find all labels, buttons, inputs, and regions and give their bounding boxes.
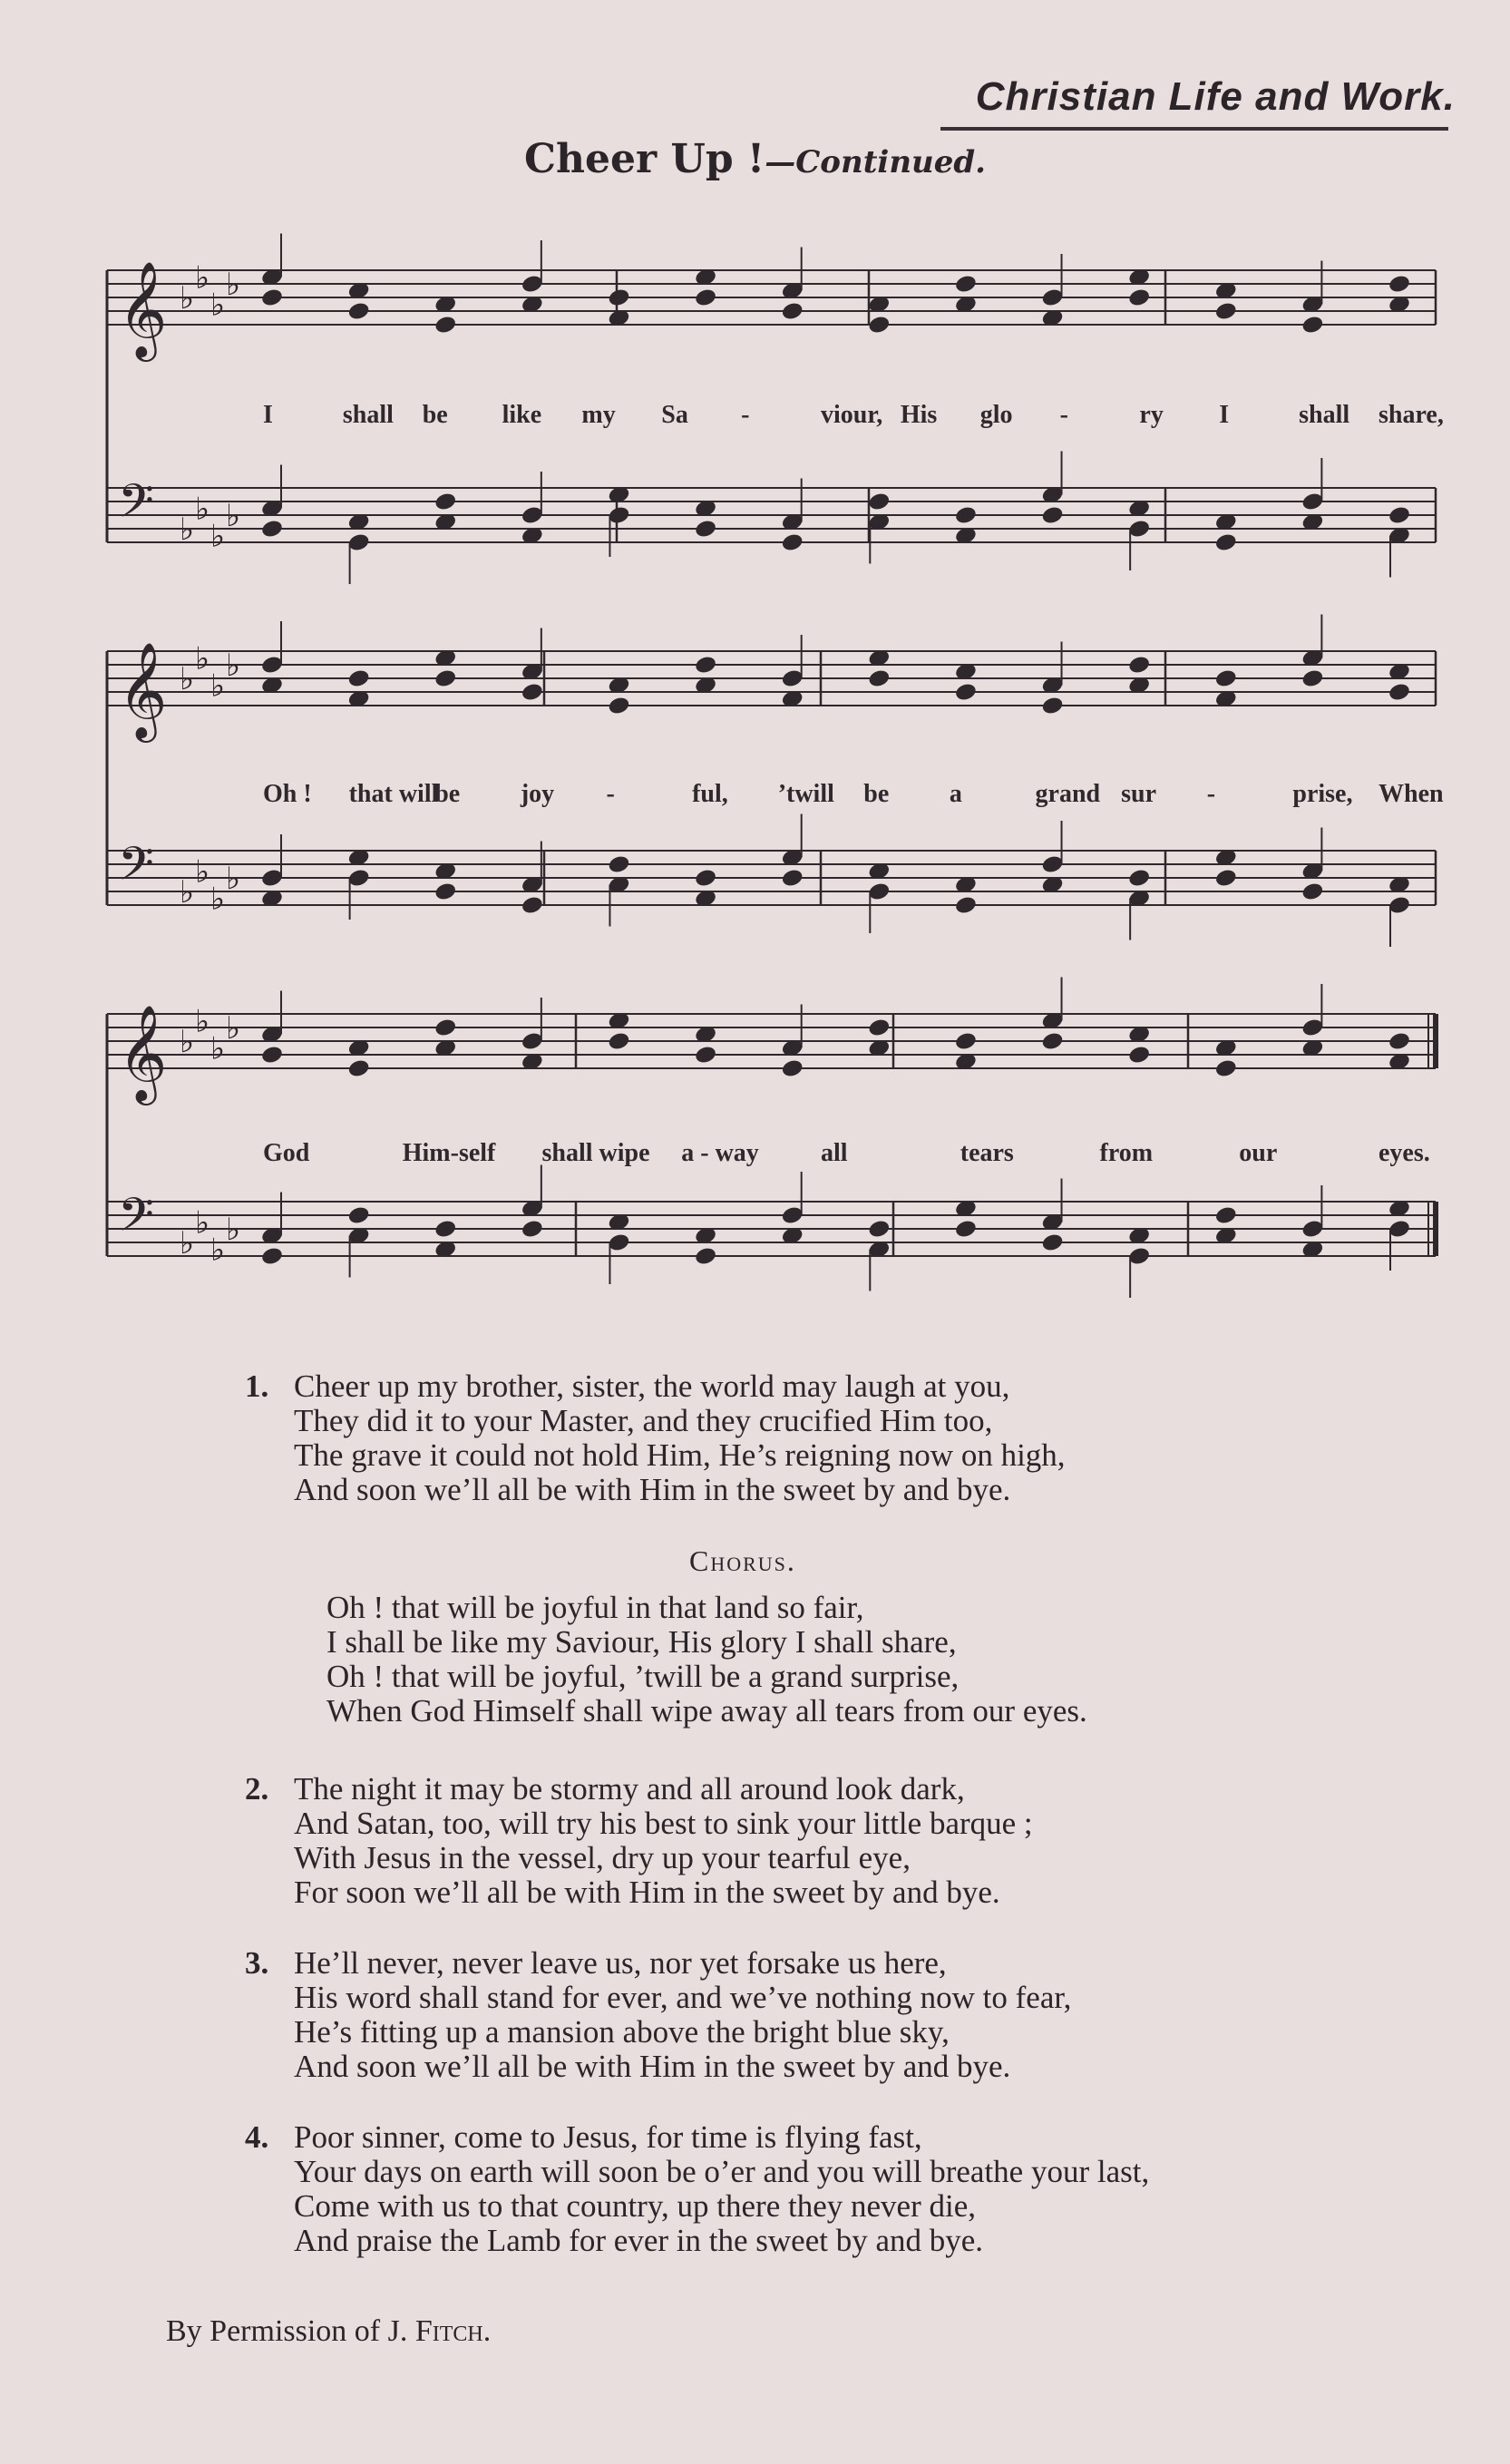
- lyric-syllable: -: [741, 401, 750, 429]
- note-head: [1214, 301, 1238, 322]
- verse-line: And praise the Lamb for ever in the sweet by and bye.: [294, 2223, 984, 2258]
- note-head: [347, 1205, 371, 1226]
- note-head: [1040, 1232, 1064, 1253]
- bass-clef-icon: 𝄢: [118, 1187, 154, 1253]
- note-head: [781, 532, 804, 553]
- lyric-syllable: Sa: [661, 401, 688, 429]
- lyric-syllable: glo: [979, 401, 1013, 429]
- note-head: [1388, 505, 1411, 526]
- note-head: [1214, 532, 1238, 553]
- verse-line: He’s fitting up a mansion above the bright blue sky,: [294, 2014, 950, 2050]
- lyric-syllable: His: [900, 401, 938, 429]
- key-flat-icon: ♭: [195, 853, 210, 891]
- note-head: [1040, 696, 1064, 716]
- key-flat-icon: ♭: [226, 267, 241, 303]
- bass-clef-icon: 𝄢: [118, 836, 154, 902]
- chorus-line: When God Himself shall wipe away all tears from our eyes.: [326, 1693, 1087, 1729]
- note-head: [867, 1219, 891, 1240]
- lyric-syllable: -: [1059, 401, 1068, 429]
- key-flat-icon: ♭: [226, 861, 241, 897]
- note-head: [954, 682, 978, 703]
- key-flat-icon: ♭: [180, 874, 195, 911]
- verse-line: They did it to your Master, and they crucified Him too,: [294, 1403, 993, 1438]
- lyric-syllable: When: [1378, 780, 1444, 808]
- note-head: [1127, 868, 1151, 889]
- note-head: [954, 1219, 978, 1240]
- note-head: [1127, 287, 1151, 308]
- note-head: [867, 1018, 891, 1038]
- note-head: [434, 1018, 457, 1038]
- verse-line: The grave it could not hold Him, He’s reigning now on high,: [294, 1437, 1066, 1473]
- note-head: [1214, 1058, 1238, 1079]
- verse-4: [245, 2120, 1424, 2258]
- lyric-syllable: sur: [1121, 780, 1157, 808]
- note-head: [694, 287, 717, 308]
- note-head: [1388, 1031, 1411, 1052]
- note-head: [260, 1246, 284, 1267]
- treble-clef-icon: 𝄞: [118, 641, 168, 738]
- lyric-syllable: Him-self: [402, 1139, 496, 1167]
- note-head: [434, 668, 457, 689]
- note-head: [521, 1219, 544, 1240]
- note-head: [1214, 668, 1238, 689]
- lyric-syllable: ’twill: [777, 780, 834, 808]
- chorus-line: I shall be like my Saviour, His glory I shall share,: [326, 1624, 957, 1660]
- lyric-syllable: shall: [1299, 401, 1350, 429]
- lyric-syllable: eyes.: [1378, 1139, 1430, 1167]
- bass-clef-icon: 𝄢: [118, 473, 154, 540]
- verse-line: Poor sinner, come to Jesus, for time is flying fast,: [294, 2119, 922, 2155]
- key-flat-icon: ♭: [210, 287, 226, 324]
- note-head: [954, 274, 978, 295]
- title-continued: —Continued.: [765, 144, 987, 180]
- note-head: [1127, 655, 1151, 676]
- lyric-syllable: I: [1219, 401, 1230, 429]
- lyric-syllable: tears: [960, 1139, 1014, 1167]
- verse-3: [245, 1946, 1424, 2084]
- lyric-syllable: share,: [1378, 401, 1444, 429]
- lyric-syllable: shall: [342, 401, 394, 429]
- lyric-syllable: viour,: [821, 401, 883, 429]
- note-head: [954, 895, 978, 916]
- verse-line: For soon we’ll all be with Him in the sweet by and bye.: [294, 1875, 1000, 1910]
- key-flat-icon: ♭: [210, 667, 226, 705]
- note-head: [1388, 682, 1411, 703]
- note-head: [694, 655, 717, 676]
- key-flat-icon: ♭: [180, 511, 195, 548]
- verse-line: His word shall stand for ever, and we’ve nothing now to fear,: [294, 1980, 1072, 2015]
- verse-line: And Satan, too, will try his best to sink your little barque ;: [294, 1806, 1033, 1841]
- note-head: [1127, 1045, 1151, 1066]
- lyric-syllable: prise,: [1292, 780, 1353, 808]
- note-head: [867, 315, 891, 336]
- lyric-syllable: shall wipe: [541, 1139, 650, 1167]
- verse-1: [245, 1369, 1424, 1507]
- verse-number: 2.: [245, 1771, 269, 1807]
- permission-name: Fitch.: [414, 2314, 492, 2348]
- lyric-syllable: like: [502, 401, 542, 429]
- lyric-syllable: joy: [520, 780, 555, 808]
- lyric-syllable: Oh !: [263, 780, 312, 808]
- note-head: [347, 1058, 371, 1079]
- lyric-syllable: a - way: [681, 1139, 759, 1167]
- verse-line: Come with us to that country, up there they never die,: [294, 2188, 976, 2224]
- key-flat-icon: ♭: [210, 518, 226, 555]
- chorus-block: [245, 1591, 1424, 1729]
- note-head: [521, 895, 544, 916]
- verse-number: 3.: [245, 1945, 269, 1981]
- note-head: [867, 668, 891, 689]
- lyric-syllable: that will: [348, 780, 439, 808]
- note-head: [260, 287, 284, 308]
- note-head: [607, 854, 630, 875]
- note-head: [781, 868, 804, 889]
- key-flat-icon: ♭: [226, 1212, 241, 1248]
- key-flat-icon: ♭: [180, 1024, 195, 1060]
- key-flat-icon: ♭: [195, 1204, 210, 1242]
- key-flat-icon: ♭: [195, 640, 210, 677]
- note-head: [521, 682, 544, 703]
- key-flat-icon: ♭: [210, 881, 226, 918]
- lyric-syllable: be: [434, 780, 461, 808]
- verse-number: 4.: [245, 2119, 269, 2155]
- key-flat-icon: ♭: [226, 498, 241, 534]
- note-head: [434, 492, 457, 512]
- note-head: [694, 1246, 717, 1267]
- note-head: [260, 1045, 284, 1066]
- title-main: Cheer Up !: [523, 136, 765, 182]
- lyric-syllable: a: [949, 780, 962, 808]
- verse-number: 1.: [245, 1368, 269, 1404]
- chorus-title: Chorus.: [689, 1544, 796, 1577]
- key-flat-icon: ♭: [226, 648, 241, 684]
- verse-line: The night it may be stormy and all around look dark,: [294, 1771, 965, 1807]
- lyric-syllable: my: [581, 401, 616, 429]
- key-flat-icon: ♭: [195, 491, 210, 528]
- lyric-syllable: ry: [1139, 401, 1164, 429]
- key-flat-icon: ♭: [195, 259, 210, 297]
- section-header: Christian Life and Work.: [975, 74, 1456, 119]
- key-flat-icon: ♭: [195, 1003, 210, 1040]
- note-head: [1301, 668, 1324, 689]
- lyric-syllable: our: [1239, 1139, 1278, 1167]
- lyric-syllable: I: [263, 401, 273, 429]
- note-head: [1040, 505, 1064, 526]
- note-head: [1040, 1031, 1064, 1052]
- chorus-line: Oh ! that will be joyful, ’twill be a grand surprise,: [326, 1659, 960, 1694]
- note-head: [694, 1045, 717, 1066]
- verse-line: He’ll never, never leave us, nor yet forsake us here,: [294, 1945, 947, 1981]
- note-head: [434, 315, 457, 336]
- chorus-line: Oh ! that will be joyful in that land so fair,: [326, 1590, 864, 1625]
- note-head: [694, 868, 717, 889]
- note-head: [260, 519, 284, 540]
- treble-clef-icon: 𝄞: [118, 260, 168, 357]
- note-head: [694, 519, 717, 540]
- verse-line: With Jesus in the vessel, dry up your tearful eye,: [294, 1840, 911, 1875]
- lyric-syllable: ful,: [692, 780, 728, 808]
- treble-clef-icon: 𝄞: [118, 1004, 168, 1101]
- lyric-syllable: God: [263, 1139, 310, 1167]
- key-flat-icon: ♭: [226, 1010, 241, 1047]
- permission-credit: [166, 2314, 491, 2349]
- lyric-syllable: from: [1099, 1139, 1154, 1167]
- note-head: [1214, 868, 1238, 889]
- note-head: [1214, 1205, 1238, 1226]
- lyric-syllable: be: [863, 780, 890, 808]
- permission-prefix: By Permission of J.: [166, 2314, 408, 2348]
- note-head: [434, 1219, 457, 1240]
- lyric-syllable: all: [821, 1139, 848, 1167]
- key-flat-icon: ♭: [210, 1030, 226, 1067]
- note-head: [781, 301, 804, 322]
- lyric-syllable: be: [422, 401, 448, 429]
- note-head: [607, 287, 630, 308]
- note-head: [954, 505, 978, 526]
- lyric-syllable: -: [606, 780, 615, 808]
- note-head: [347, 668, 371, 689]
- note-head: [1388, 274, 1411, 295]
- key-flat-icon: ♭: [180, 280, 195, 317]
- lyric-syllable: grand: [1035, 780, 1101, 808]
- verse-line: And soon we’ll all be with Him in the sweet by and bye.: [294, 1472, 1011, 1507]
- verse-line: Your days on earth will soon be o’er and you will breathe your last,: [294, 2154, 1150, 2189]
- note-head: [1301, 881, 1324, 902]
- verses-block: [245, 1369, 1424, 2294]
- note-head: [1301, 315, 1324, 336]
- note-head: [867, 492, 891, 512]
- key-flat-icon: ♭: [210, 1232, 226, 1269]
- verse-2: [245, 1772, 1424, 1910]
- key-flat-icon: ♭: [180, 1225, 195, 1261]
- note-head: [607, 1031, 630, 1052]
- note-head: [347, 301, 371, 322]
- verse-line: Cheer up my brother, sister, the world may laugh at you,: [294, 1368, 1010, 1404]
- note-head: [607, 696, 630, 716]
- key-flat-icon: ♭: [180, 661, 195, 697]
- note-head: [781, 1058, 804, 1079]
- lyric-syllable: -: [1206, 780, 1216, 808]
- verse-line: And soon we’ll all be with Him in the sweet by and bye.: [294, 2049, 1011, 2084]
- note-head: [954, 1031, 978, 1052]
- note-head: [434, 881, 457, 902]
